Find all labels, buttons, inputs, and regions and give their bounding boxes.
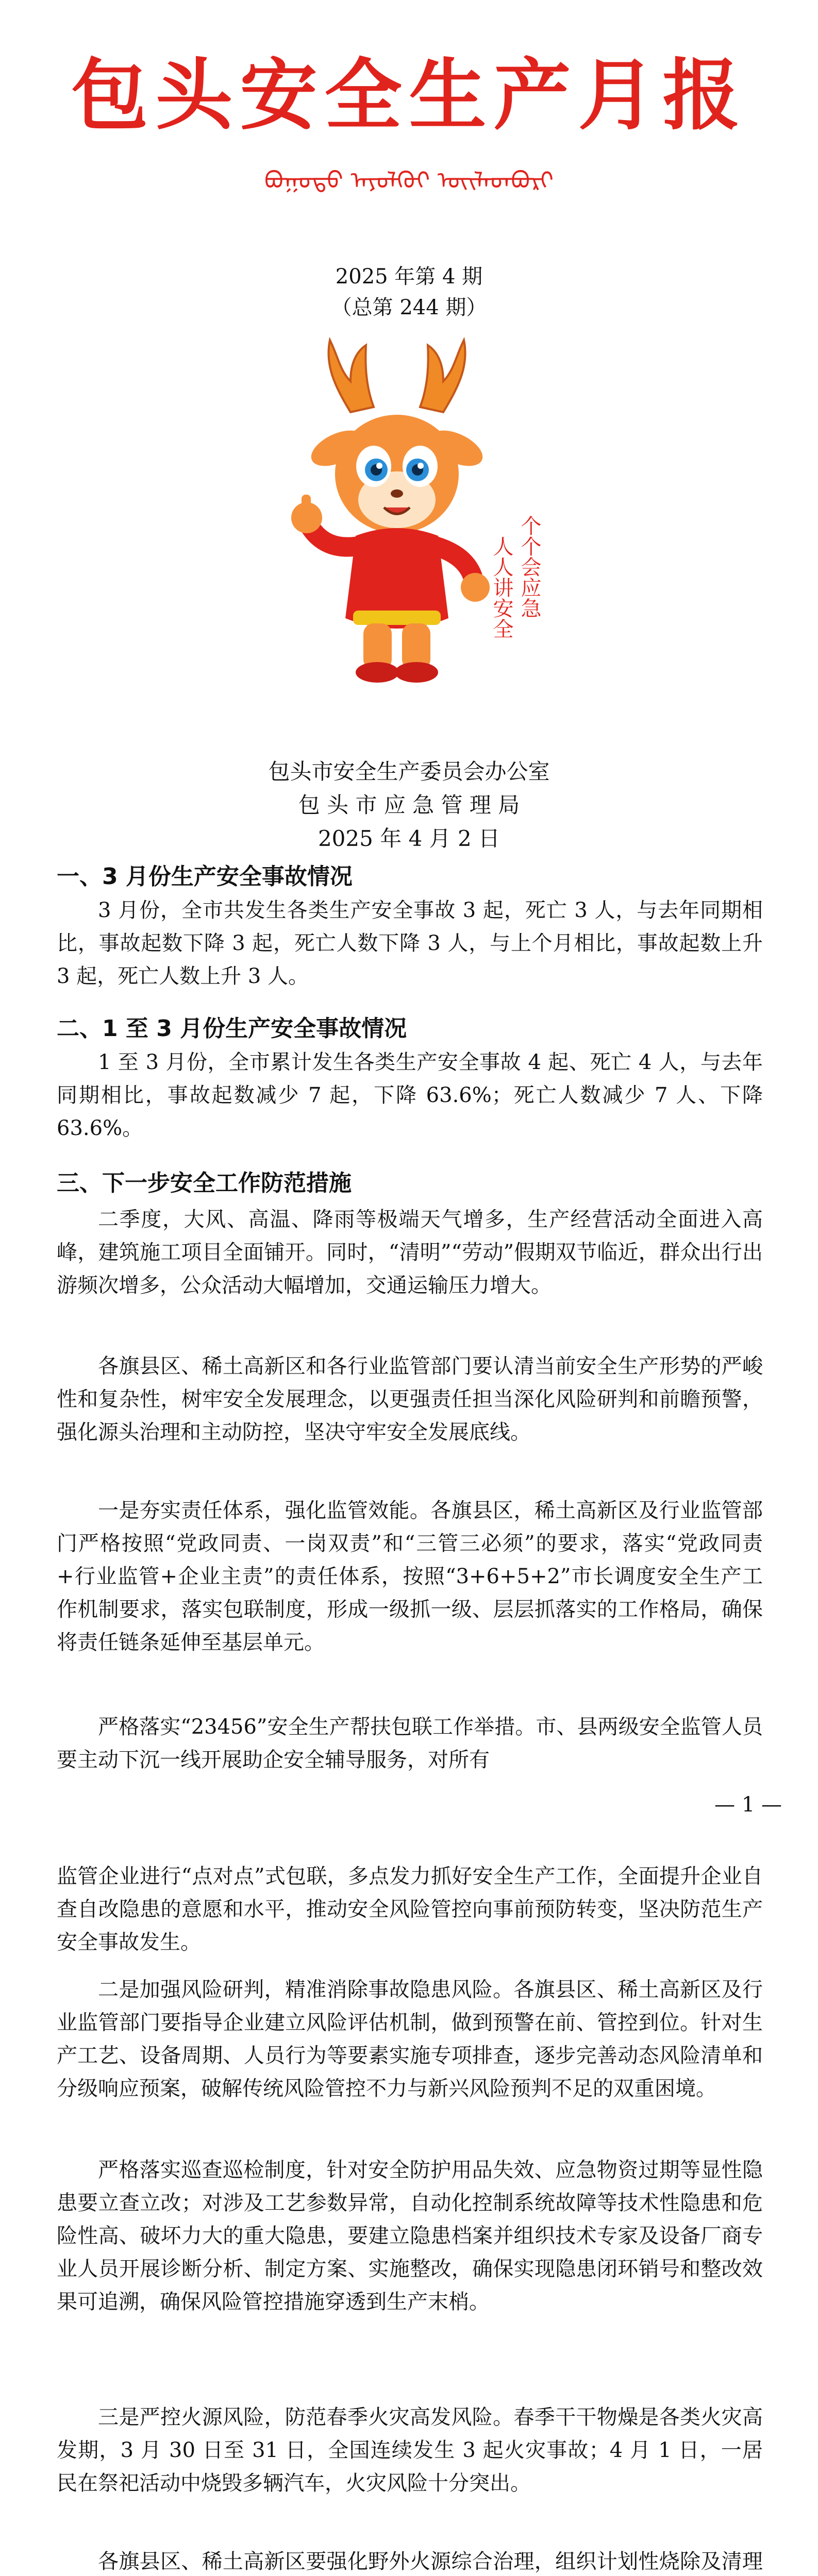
section-3-paragraph-6: 严格落实巡查巡检制度，针对安全防护用品失效、应急物资过期等显性隐患要立查立改；对涉及工艺参数异常，自动化控制系统故障等技术性隐患和危险性高、破坏力大的重大隐患，要建立隐患档案并组织技术专家及设备厂商专业人员开展诊断分析、制定方案、实施整改，确保实现隐患闭环销号和整改效果可追溯，确保风险管控措施穿透到生产末梢。 bbox=[57, 2158, 763, 2314]
issuer-org-1: 包头市安全生产委员会办公室 bbox=[268, 759, 550, 784]
slogan-left: 人人讲安全 bbox=[490, 536, 513, 639]
section-3-paragraph-5: 二是加强风险研判，精准消除事故隐患风险。各旗县区、稀土高新区及行业监管部门要指导企业建立风险评估机制，做到预警在前、管控到位。针对生产工艺、设备周期、人员行为等要素实施专项排查，逐步完善动态风险清单和分级响应预案，破解传统风险管控不力与新兴风险预判不足的双重困境。 bbox=[57, 1978, 763, 2100]
issue-number: 2025 年第 4 期 bbox=[335, 265, 483, 289]
deer-mascot-illustration bbox=[247, 330, 557, 701]
section-2-heading: 二、1 至 3 月份生产安全事故情况 bbox=[57, 1015, 407, 1042]
slogan-right: 个个会应急 bbox=[517, 515, 541, 618]
section-3-paragraph-8: 各旗县区、稀土高新区要强化野外火源综合治理，组织计划性烧除及清理 bbox=[98, 2550, 763, 2573]
section-3-paragraph-3: 一是夯实责任体系，强化监管效能。各旗县区，稀土高新区及行业监管部门严格按照“党政同责、一岗双责”和“三管三必须”的要求，落实“党政同责+行业监管+企业主责”的责任体系，按照“3+6+5+2”市长调度安全生产工作机制要求，落实包联制度，形成一级抓一级、层层抓落实的工作格局，确保将责任链条延伸至基层单元。 bbox=[57, 1499, 763, 1654]
section-1-paragraph: 3 月份，全市共发生各类生产安全事故 3 起，死亡 3 人，与去年同期相比，事故起数下降 3 起，死亡人数下降 3 人，与上个月相比，事故起数上升 3 起，死亡人数上升 3 人。 bbox=[57, 899, 763, 988]
issuer-org-2: 包 头 市 应 急 管 理 局 bbox=[298, 792, 520, 818]
section-3-paragraph-4a: 严格落实“23456”安全生产帮扶包联工作举措。市、县两级安全监管人员要主动下沉一线开展助企安全辅导服务，对所有 bbox=[57, 1715, 763, 1772]
issue-date: 2025 年 4 月 2 日 bbox=[318, 826, 500, 851]
section-2-paragraph: 1 至 3 月份，全市累计发生各类生产安全事故 4 起、死亡 4 人，与去年同期相比，事故起数减少 7 起，下降 63.6%；死亡人数减少 7 人、下降 63.6%。 bbox=[57, 1050, 763, 1140]
section-3-paragraph-7: 三是严控火源风险，防范春季火灾高发风险。春季干干物燥是各类火灾高发期，3 月 30 日至 31 日，全国连续发生 3 起火灾事故；4 月 1 日，一居民在祭祀活动中烧毁多辆汽车，火灾风险十分突出。 bbox=[57, 2405, 763, 2495]
section-3-paragraph-4b: 监管企业进行“点对点”式包联，多点发力抓好安全生产工作，全面提升企业自查自改隐患的意愿和水平，推动安全风险管控向事前预防转变，坚决防范生产安全事故发生。 bbox=[57, 1865, 763, 1954]
section-3-paragraph-1: 二季度，大风、高温、降雨等极端天气增多，生产经营活动全面进入高峰，建筑施工项目全面铺开。同时，“清明”“劳动”假期双节临近，群众出行出游频次增多，公众活动大幅增加，交通运输压力增大。 bbox=[57, 1208, 763, 1297]
section-3-paragraph-2: 各旗县区、稀土高新区和各行业监管部门要认清当前安全生产形势的严峻性和复杂性，树牢安全发展理念，以更强责任担当深化风险研判和前瞻预警，强化源头治理和主动防控，坚决守牢安全发展底线。 bbox=[57, 1354, 763, 1444]
masthead-mongolian-script: ᠪᠤᠭᠤᠲᠤ ᠠᠶᠤᠯᠭᠦᠢ ᠦᠢᠯᠡᠳᠪᠦᠷᠢ bbox=[264, 166, 554, 194]
masthead-title: 包头安全生产月报 bbox=[71, 50, 747, 141]
total-issue-number: （总第 244 期） bbox=[331, 296, 487, 319]
section-1-heading: 一、3 月份生产安全事故情况 bbox=[57, 863, 353, 890]
page-number-1: — 1 — bbox=[714, 1793, 782, 1817]
section-3-heading: 三、下一步安全工作防范措施 bbox=[57, 1170, 352, 1196]
